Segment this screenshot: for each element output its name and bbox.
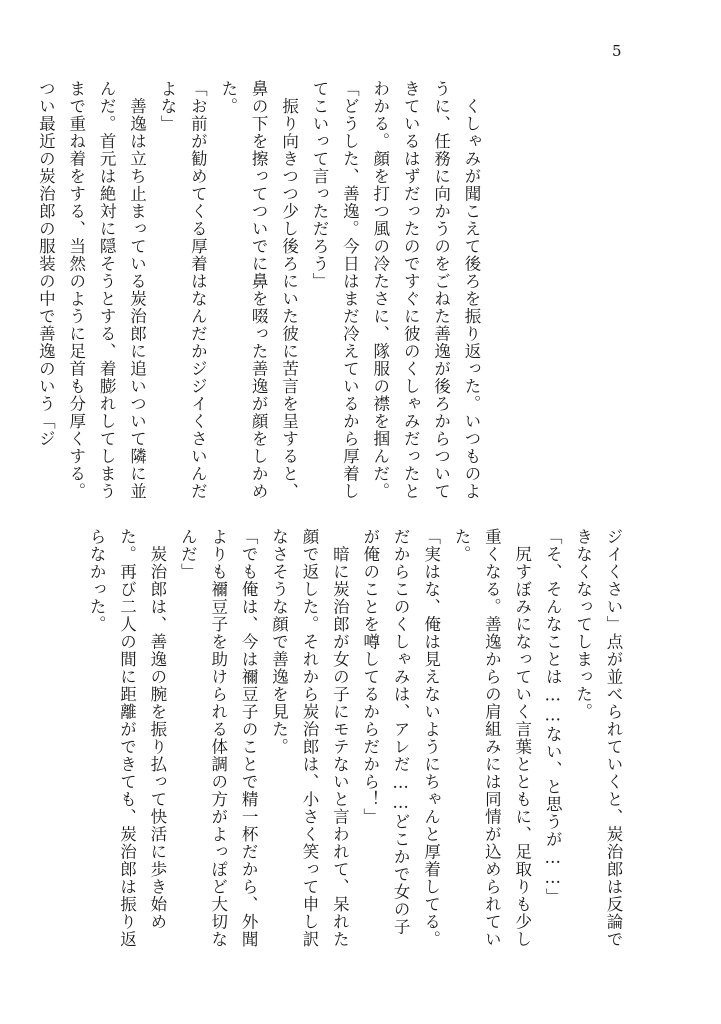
paragraph-complaint: 振り向きつつ少し後ろにいた彼に苦言を呈すると、鼻の下を擦ってついでに鼻を啜った善逸が顔をしかめた。 <box>218 80 299 500</box>
paragraph-clothing: 善逸は立ち止まっている炭治郎に追いついて隣に並んだ。首元は絶対に隠そうとする、着膨れしてしまうまで重ね着をする、当然のように足首も分厚くする。つい最近の炭治郎の服装の中で善逸のいう「ジ <box>36 80 147 500</box>
lower-text-block <box>87 528 628 948</box>
paragraph-reaction: 暗に炭治郎が女の子にモテないと言われて、呆れた顔で返した。それから炭治郎は、小さく笑って申し訳なさそうな顔で善逸を見た。 <box>269 528 350 948</box>
dialogue-tanjiro-nezuko: 「でも俺は、今は禰豆子のことで精一杯だから、外聞よりも禰豆子を助けられる体調の方がよっぽど大切なんだ」 <box>178 528 259 948</box>
dialogue-zenitsu-rumor: 「実はな、俺は見えないようにちゃんと厚着してる。だからこのくしゃみは、アレだ……どこかで女の子が俺のことを噂してるからだから！」 <box>360 528 441 948</box>
paragraph-sneeze: くしゃみが聞こえて後ろを振り返った。いつものように、任務に向かうのをごねた善逸が後ろからついてきているはずだったのですぐに彼のくしゃみだったとわかる。顔を打つ風の冷たさに、隊服の襟を掴んだ。 <box>370 80 481 500</box>
paragraph-ending: 炭治郎は、善逸の腕を振り払って快活に歩き始めた。再び二人の間に距離ができても、炭治郎は振り返らなかった。 <box>87 528 167 948</box>
dialogue-zenitsu-old-man: 「お前が勧めてくる厚着はなんだかジジイくさいんだよな」 <box>157 80 208 500</box>
paragraph-shoulder: 尻すぼみになっていく言葉とともに、足取りも少し重くなる。善逸からの肩組みには同情が込められていた。 <box>451 528 532 948</box>
upper-text-block <box>30 80 486 500</box>
dialogue-tanjiro-question: 「どうした、善逸。今日はまだ冷えているから厚着してこいって言っただろう」 <box>309 80 360 500</box>
paragraph-continuation: ジイくさい」点が並べられていくと、炭治郎は反論できなくなってしまった。 <box>573 528 623 948</box>
dialogue-tanjiro-denial: 「そ、そんなことは……ない、と思うが……」 <box>543 528 563 906</box>
page-number: 5 <box>612 42 622 60</box>
